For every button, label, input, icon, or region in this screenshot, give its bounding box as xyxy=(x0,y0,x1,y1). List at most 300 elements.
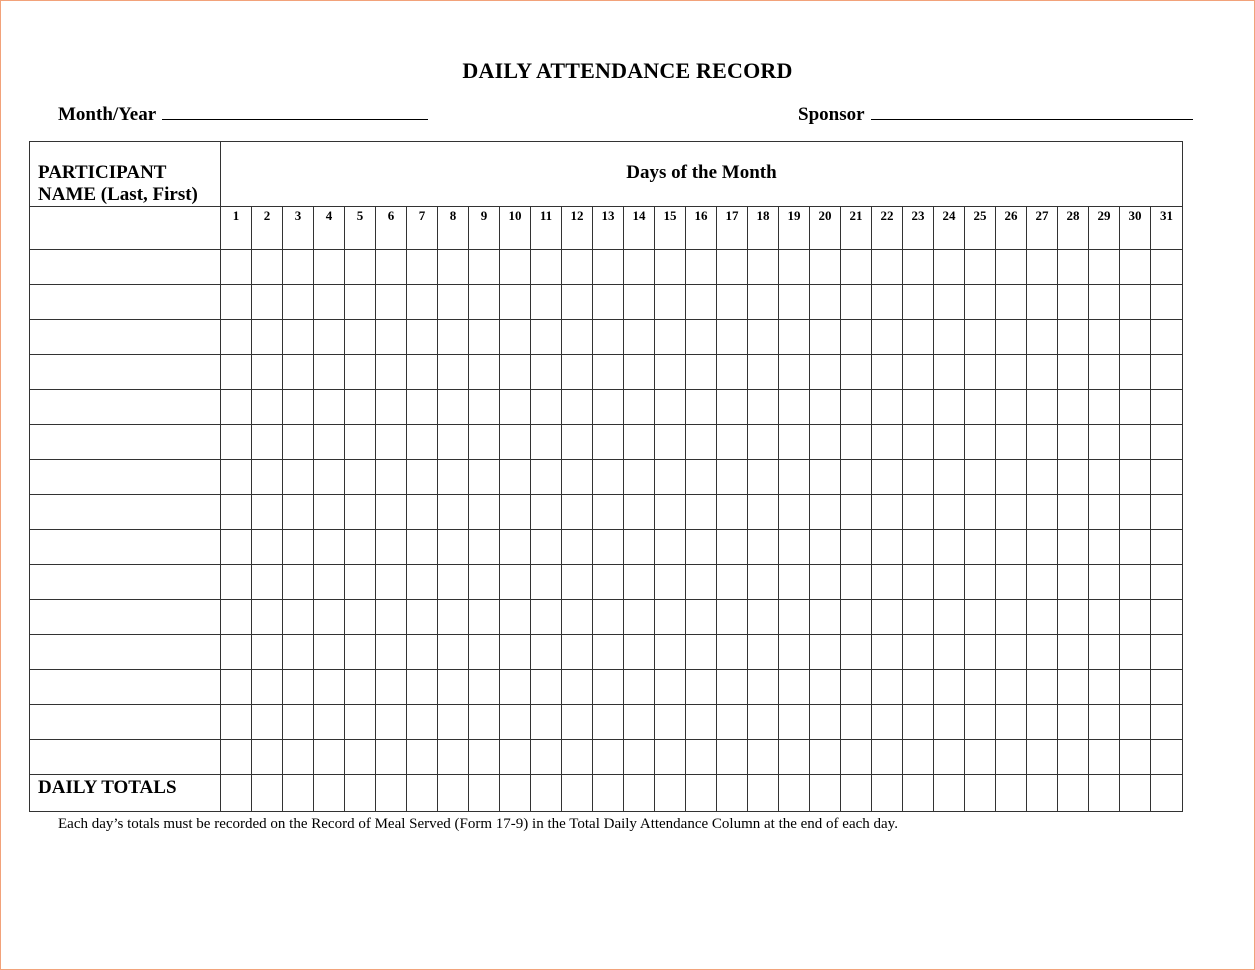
attendance-cell[interactable] xyxy=(779,285,810,320)
attendance-cell[interactable] xyxy=(469,460,500,495)
attendance-cell[interactable] xyxy=(1089,390,1120,425)
attendance-cell[interactable] xyxy=(469,705,500,740)
attendance-cell[interactable] xyxy=(314,285,345,320)
attendance-cell[interactable] xyxy=(407,460,438,495)
attendance-cell[interactable] xyxy=(314,495,345,530)
attendance-cell[interactable] xyxy=(345,530,376,565)
attendance-cell[interactable] xyxy=(686,670,717,705)
attendance-cell[interactable] xyxy=(283,635,314,670)
attendance-cell[interactable] xyxy=(221,320,252,355)
attendance-cell[interactable] xyxy=(903,565,934,600)
attendance-cell[interactable] xyxy=(841,530,872,565)
attendance-cell[interactable] xyxy=(841,460,872,495)
attendance-cell[interactable] xyxy=(934,740,965,775)
attendance-cell[interactable] xyxy=(748,425,779,460)
attendance-cell[interactable] xyxy=(872,705,903,740)
attendance-cell[interactable] xyxy=(748,495,779,530)
attendance-cell[interactable] xyxy=(1027,740,1058,775)
attendance-cell[interactable] xyxy=(810,740,841,775)
attendance-cell[interactable] xyxy=(438,565,469,600)
attendance-cell[interactable] xyxy=(252,460,283,495)
daily-total-cell[interactable] xyxy=(1027,775,1058,812)
attendance-cell[interactable] xyxy=(841,740,872,775)
attendance-cell[interactable] xyxy=(593,740,624,775)
attendance-cell[interactable] xyxy=(1058,285,1089,320)
attendance-cell[interactable] xyxy=(407,705,438,740)
attendance-cell[interactable] xyxy=(1120,600,1151,635)
attendance-cell[interactable] xyxy=(593,390,624,425)
attendance-cell[interactable] xyxy=(376,530,407,565)
attendance-cell[interactable] xyxy=(934,250,965,285)
daily-total-cell[interactable] xyxy=(996,775,1027,812)
attendance-cell[interactable] xyxy=(810,635,841,670)
attendance-cell[interactable] xyxy=(593,285,624,320)
participant-name-cell[interactable] xyxy=(30,425,221,460)
attendance-cell[interactable] xyxy=(1058,740,1089,775)
attendance-cell[interactable] xyxy=(531,495,562,530)
participant-name-cell[interactable] xyxy=(30,285,221,320)
attendance-cell[interactable] xyxy=(903,635,934,670)
attendance-cell[interactable] xyxy=(934,600,965,635)
attendance-cell[interactable] xyxy=(1151,285,1183,320)
attendance-cell[interactable] xyxy=(903,250,934,285)
attendance-cell[interactable] xyxy=(748,320,779,355)
attendance-cell[interactable] xyxy=(872,495,903,530)
attendance-cell[interactable] xyxy=(283,320,314,355)
attendance-cell[interactable] xyxy=(1027,320,1058,355)
attendance-cell[interactable] xyxy=(314,355,345,390)
attendance-cell[interactable] xyxy=(996,425,1027,460)
attendance-cell[interactable] xyxy=(252,530,283,565)
daily-total-cell[interactable] xyxy=(686,775,717,812)
attendance-cell[interactable] xyxy=(221,285,252,320)
attendance-cell[interactable] xyxy=(531,390,562,425)
attendance-cell[interactable] xyxy=(407,285,438,320)
attendance-cell[interactable] xyxy=(1089,705,1120,740)
attendance-cell[interactable] xyxy=(748,390,779,425)
attendance-cell[interactable] xyxy=(965,355,996,390)
attendance-cell[interactable] xyxy=(376,635,407,670)
attendance-cell[interactable] xyxy=(717,390,748,425)
daily-total-cell[interactable] xyxy=(562,775,593,812)
attendance-cell[interactable] xyxy=(1027,635,1058,670)
attendance-cell[interactable] xyxy=(531,740,562,775)
attendance-cell[interactable] xyxy=(469,425,500,460)
participant-name-cell[interactable] xyxy=(30,600,221,635)
daily-total-cell[interactable] xyxy=(624,775,655,812)
attendance-cell[interactable] xyxy=(376,390,407,425)
attendance-cell[interactable] xyxy=(624,495,655,530)
attendance-cell[interactable] xyxy=(469,355,500,390)
attendance-cell[interactable] xyxy=(965,740,996,775)
attendance-cell[interactable] xyxy=(934,320,965,355)
attendance-cell[interactable] xyxy=(314,530,345,565)
attendance-cell[interactable] xyxy=(965,390,996,425)
attendance-cell[interactable] xyxy=(500,635,531,670)
attendance-cell[interactable] xyxy=(1151,355,1183,390)
attendance-cell[interactable] xyxy=(1089,740,1120,775)
attendance-cell[interactable] xyxy=(1151,530,1183,565)
attendance-cell[interactable] xyxy=(438,320,469,355)
attendance-cell[interactable] xyxy=(810,670,841,705)
attendance-cell[interactable] xyxy=(283,600,314,635)
attendance-cell[interactable] xyxy=(934,425,965,460)
attendance-cell[interactable] xyxy=(779,355,810,390)
attendance-cell[interactable] xyxy=(996,460,1027,495)
attendance-cell[interactable] xyxy=(872,670,903,705)
attendance-cell[interactable] xyxy=(1120,670,1151,705)
attendance-cell[interactable] xyxy=(872,600,903,635)
attendance-cell[interactable] xyxy=(934,495,965,530)
attendance-cell[interactable] xyxy=(1058,530,1089,565)
attendance-cell[interactable] xyxy=(903,320,934,355)
attendance-cell[interactable] xyxy=(934,355,965,390)
attendance-cell[interactable] xyxy=(500,320,531,355)
daily-total-cell[interactable] xyxy=(810,775,841,812)
attendance-cell[interactable] xyxy=(1120,740,1151,775)
attendance-cell[interactable] xyxy=(965,250,996,285)
attendance-cell[interactable] xyxy=(531,425,562,460)
daily-total-cell[interactable] xyxy=(1151,775,1183,812)
attendance-cell[interactable] xyxy=(1027,355,1058,390)
attendance-cell[interactable] xyxy=(624,425,655,460)
attendance-cell[interactable] xyxy=(345,460,376,495)
attendance-cell[interactable] xyxy=(593,460,624,495)
attendance-cell[interactable] xyxy=(655,495,686,530)
attendance-cell[interactable] xyxy=(1058,670,1089,705)
attendance-cell[interactable] xyxy=(314,635,345,670)
attendance-cell[interactable] xyxy=(469,320,500,355)
sponsor-blank-line[interactable] xyxy=(871,101,1193,120)
daily-total-cell[interactable] xyxy=(500,775,531,812)
attendance-cell[interactable] xyxy=(1120,530,1151,565)
attendance-cell[interactable] xyxy=(1151,390,1183,425)
attendance-cell[interactable] xyxy=(655,250,686,285)
attendance-cell[interactable] xyxy=(655,425,686,460)
attendance-cell[interactable] xyxy=(221,355,252,390)
attendance-cell[interactable] xyxy=(345,565,376,600)
attendance-cell[interactable] xyxy=(469,670,500,705)
attendance-cell[interactable] xyxy=(717,635,748,670)
participant-name-cell[interactable] xyxy=(30,740,221,775)
attendance-cell[interactable] xyxy=(1151,320,1183,355)
attendance-cell[interactable] xyxy=(221,460,252,495)
attendance-cell[interactable] xyxy=(593,495,624,530)
attendance-cell[interactable] xyxy=(562,390,593,425)
attendance-cell[interactable] xyxy=(376,670,407,705)
attendance-cell[interactable] xyxy=(1027,600,1058,635)
attendance-cell[interactable] xyxy=(314,740,345,775)
attendance-cell[interactable] xyxy=(996,355,1027,390)
attendance-cell[interactable] xyxy=(1089,495,1120,530)
attendance-cell[interactable] xyxy=(283,530,314,565)
attendance-cell[interactable] xyxy=(593,565,624,600)
attendance-cell[interactable] xyxy=(624,600,655,635)
attendance-cell[interactable] xyxy=(965,425,996,460)
attendance-cell[interactable] xyxy=(1027,565,1058,600)
attendance-cell[interactable] xyxy=(779,635,810,670)
attendance-cell[interactable] xyxy=(965,600,996,635)
attendance-cell[interactable] xyxy=(717,740,748,775)
attendance-cell[interactable] xyxy=(469,565,500,600)
attendance-cell[interactable] xyxy=(438,635,469,670)
attendance-cell[interactable] xyxy=(500,670,531,705)
attendance-cell[interactable] xyxy=(903,495,934,530)
attendance-cell[interactable] xyxy=(314,565,345,600)
attendance-cell[interactable] xyxy=(1089,530,1120,565)
attendance-cell[interactable] xyxy=(438,740,469,775)
attendance-cell[interactable] xyxy=(965,495,996,530)
attendance-cell[interactable] xyxy=(810,390,841,425)
attendance-cell[interactable] xyxy=(252,320,283,355)
attendance-cell[interactable] xyxy=(1027,250,1058,285)
attendance-cell[interactable] xyxy=(283,355,314,390)
attendance-cell[interactable] xyxy=(314,320,345,355)
attendance-cell[interactable] xyxy=(407,425,438,460)
attendance-cell[interactable] xyxy=(1027,705,1058,740)
attendance-cell[interactable] xyxy=(345,320,376,355)
attendance-cell[interactable] xyxy=(1120,460,1151,495)
attendance-cell[interactable] xyxy=(996,390,1027,425)
attendance-cell[interactable] xyxy=(1120,425,1151,460)
attendance-cell[interactable] xyxy=(624,705,655,740)
attendance-cell[interactable] xyxy=(1027,425,1058,460)
attendance-cell[interactable] xyxy=(624,355,655,390)
attendance-cell[interactable] xyxy=(283,495,314,530)
attendance-cell[interactable] xyxy=(624,285,655,320)
attendance-cell[interactable] xyxy=(562,530,593,565)
attendance-cell[interactable] xyxy=(562,355,593,390)
attendance-cell[interactable] xyxy=(252,285,283,320)
attendance-cell[interactable] xyxy=(438,530,469,565)
attendance-cell[interactable] xyxy=(779,705,810,740)
attendance-cell[interactable] xyxy=(407,670,438,705)
attendance-cell[interactable] xyxy=(841,425,872,460)
attendance-cell[interactable] xyxy=(686,250,717,285)
attendance-cell[interactable] xyxy=(500,740,531,775)
attendance-cell[interactable] xyxy=(438,460,469,495)
attendance-cell[interactable] xyxy=(872,425,903,460)
attendance-cell[interactable] xyxy=(1120,250,1151,285)
attendance-cell[interactable] xyxy=(810,495,841,530)
attendance-cell[interactable] xyxy=(252,390,283,425)
attendance-cell[interactable] xyxy=(655,460,686,495)
attendance-cell[interactable] xyxy=(655,530,686,565)
attendance-cell[interactable] xyxy=(252,600,283,635)
attendance-cell[interactable] xyxy=(748,670,779,705)
attendance-cell[interactable] xyxy=(686,320,717,355)
attendance-cell[interactable] xyxy=(531,635,562,670)
attendance-cell[interactable] xyxy=(841,705,872,740)
attendance-cell[interactable] xyxy=(500,250,531,285)
attendance-cell[interactable] xyxy=(438,670,469,705)
attendance-cell[interactable] xyxy=(252,425,283,460)
attendance-cell[interactable] xyxy=(531,250,562,285)
attendance-cell[interactable] xyxy=(531,355,562,390)
daily-total-cell[interactable] xyxy=(717,775,748,812)
attendance-cell[interactable] xyxy=(655,600,686,635)
attendance-cell[interactable] xyxy=(903,670,934,705)
attendance-cell[interactable] xyxy=(1058,320,1089,355)
attendance-cell[interactable] xyxy=(531,705,562,740)
attendance-cell[interactable] xyxy=(500,705,531,740)
attendance-cell[interactable] xyxy=(717,425,748,460)
attendance-cell[interactable] xyxy=(655,355,686,390)
attendance-cell[interactable] xyxy=(376,320,407,355)
attendance-cell[interactable] xyxy=(345,670,376,705)
attendance-cell[interactable] xyxy=(1089,565,1120,600)
attendance-cell[interactable] xyxy=(1151,705,1183,740)
daily-total-cell[interactable] xyxy=(438,775,469,812)
attendance-cell[interactable] xyxy=(562,705,593,740)
attendance-cell[interactable] xyxy=(748,460,779,495)
attendance-cell[interactable] xyxy=(903,425,934,460)
attendance-cell[interactable] xyxy=(810,565,841,600)
attendance-cell[interactable] xyxy=(1089,670,1120,705)
attendance-cell[interactable] xyxy=(748,285,779,320)
daily-total-cell[interactable] xyxy=(345,775,376,812)
attendance-cell[interactable] xyxy=(345,285,376,320)
attendance-cell[interactable] xyxy=(934,460,965,495)
attendance-cell[interactable] xyxy=(221,705,252,740)
attendance-cell[interactable] xyxy=(283,460,314,495)
attendance-cell[interactable] xyxy=(717,600,748,635)
attendance-cell[interactable] xyxy=(221,670,252,705)
attendance-cell[interactable] xyxy=(376,285,407,320)
participant-name-cell[interactable] xyxy=(30,390,221,425)
attendance-cell[interactable] xyxy=(1027,460,1058,495)
attendance-cell[interactable] xyxy=(841,635,872,670)
attendance-cell[interactable] xyxy=(872,285,903,320)
participant-name-cell[interactable] xyxy=(30,320,221,355)
daily-total-cell[interactable] xyxy=(872,775,903,812)
attendance-cell[interactable] xyxy=(903,705,934,740)
attendance-cell[interactable] xyxy=(748,530,779,565)
attendance-cell[interactable] xyxy=(376,460,407,495)
attendance-cell[interactable] xyxy=(872,740,903,775)
attendance-cell[interactable] xyxy=(810,705,841,740)
attendance-cell[interactable] xyxy=(221,530,252,565)
attendance-cell[interactable] xyxy=(252,705,283,740)
attendance-cell[interactable] xyxy=(407,740,438,775)
attendance-cell[interactable] xyxy=(1058,425,1089,460)
attendance-cell[interactable] xyxy=(469,740,500,775)
attendance-cell[interactable] xyxy=(252,635,283,670)
attendance-cell[interactable] xyxy=(252,670,283,705)
attendance-cell[interactable] xyxy=(810,425,841,460)
daily-total-cell[interactable] xyxy=(934,775,965,812)
attendance-cell[interactable] xyxy=(593,320,624,355)
attendance-cell[interactable] xyxy=(438,285,469,320)
attendance-cell[interactable] xyxy=(841,495,872,530)
attendance-cell[interactable] xyxy=(221,635,252,670)
attendance-cell[interactable] xyxy=(283,565,314,600)
attendance-cell[interactable] xyxy=(562,250,593,285)
attendance-cell[interactable] xyxy=(717,565,748,600)
attendance-cell[interactable] xyxy=(717,320,748,355)
attendance-cell[interactable] xyxy=(965,670,996,705)
attendance-cell[interactable] xyxy=(531,565,562,600)
month-year-blank-line[interactable] xyxy=(162,101,428,120)
attendance-cell[interactable] xyxy=(624,740,655,775)
participant-name-cell[interactable] xyxy=(30,635,221,670)
attendance-cell[interactable] xyxy=(283,705,314,740)
attendance-cell[interactable] xyxy=(965,565,996,600)
attendance-cell[interactable] xyxy=(531,460,562,495)
attendance-cell[interactable] xyxy=(469,600,500,635)
attendance-cell[interactable] xyxy=(996,285,1027,320)
attendance-cell[interactable] xyxy=(1089,250,1120,285)
attendance-cell[interactable] xyxy=(655,705,686,740)
attendance-cell[interactable] xyxy=(593,250,624,285)
attendance-cell[interactable] xyxy=(841,600,872,635)
attendance-cell[interactable] xyxy=(531,530,562,565)
attendance-cell[interactable] xyxy=(624,565,655,600)
attendance-cell[interactable] xyxy=(376,425,407,460)
attendance-cell[interactable] xyxy=(655,390,686,425)
attendance-cell[interactable] xyxy=(996,600,1027,635)
attendance-cell[interactable] xyxy=(717,495,748,530)
attendance-cell[interactable] xyxy=(221,250,252,285)
attendance-cell[interactable] xyxy=(221,565,252,600)
attendance-cell[interactable] xyxy=(1151,565,1183,600)
attendance-cell[interactable] xyxy=(779,495,810,530)
attendance-cell[interactable] xyxy=(500,530,531,565)
daily-total-cell[interactable] xyxy=(531,775,562,812)
attendance-cell[interactable] xyxy=(810,285,841,320)
attendance-cell[interactable] xyxy=(903,355,934,390)
attendance-cell[interactable] xyxy=(872,530,903,565)
participant-name-cell[interactable] xyxy=(30,495,221,530)
attendance-cell[interactable] xyxy=(1058,565,1089,600)
attendance-cell[interactable] xyxy=(407,495,438,530)
participant-name-cell[interactable] xyxy=(30,460,221,495)
daily-total-cell[interactable] xyxy=(593,775,624,812)
attendance-cell[interactable] xyxy=(965,320,996,355)
attendance-cell[interactable] xyxy=(996,250,1027,285)
attendance-cell[interactable] xyxy=(500,425,531,460)
attendance-cell[interactable] xyxy=(686,530,717,565)
attendance-cell[interactable] xyxy=(810,355,841,390)
attendance-cell[interactable] xyxy=(996,530,1027,565)
attendance-cell[interactable] xyxy=(748,740,779,775)
attendance-cell[interactable] xyxy=(996,320,1027,355)
attendance-cell[interactable] xyxy=(593,670,624,705)
attendance-cell[interactable] xyxy=(252,355,283,390)
attendance-cell[interactable] xyxy=(934,530,965,565)
attendance-cell[interactable] xyxy=(686,285,717,320)
attendance-cell[interactable] xyxy=(996,705,1027,740)
attendance-cell[interactable] xyxy=(562,740,593,775)
attendance-cell[interactable] xyxy=(252,565,283,600)
attendance-cell[interactable] xyxy=(810,320,841,355)
attendance-cell[interactable] xyxy=(686,425,717,460)
attendance-cell[interactable] xyxy=(1120,285,1151,320)
attendance-cell[interactable] xyxy=(686,705,717,740)
attendance-cell[interactable] xyxy=(872,390,903,425)
attendance-cell[interactable] xyxy=(717,705,748,740)
attendance-cell[interactable] xyxy=(1058,600,1089,635)
attendance-cell[interactable] xyxy=(903,460,934,495)
attendance-cell[interactable] xyxy=(841,390,872,425)
attendance-cell[interactable] xyxy=(562,320,593,355)
attendance-cell[interactable] xyxy=(810,460,841,495)
attendance-cell[interactable] xyxy=(1089,355,1120,390)
attendance-cell[interactable] xyxy=(283,250,314,285)
attendance-cell[interactable] xyxy=(686,495,717,530)
attendance-cell[interactable] xyxy=(593,600,624,635)
attendance-cell[interactable] xyxy=(996,635,1027,670)
